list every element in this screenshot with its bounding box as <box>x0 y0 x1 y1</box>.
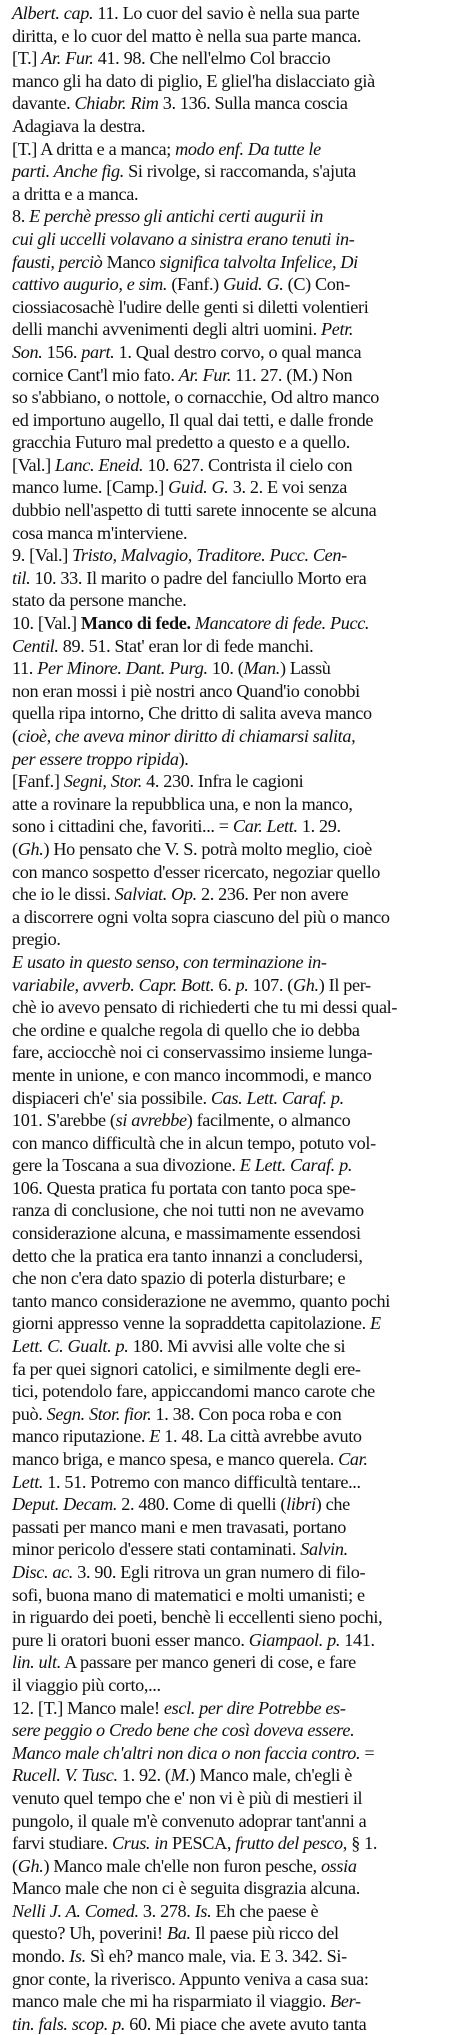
entry-line <box>12 251 461 274</box>
entry-text: Manco <box>102 251 160 272</box>
entry-text: pure li oratori buoni esser manco. <box>12 1629 249 1650</box>
entry-text: ( <box>12 726 18 746</box>
entry-line <box>12 1177 461 1200</box>
entry-text: 60. Mi piace che avete avuto tanta <box>125 2013 367 2034</box>
entry-text: per essere troppo ripida <box>12 748 179 769</box>
entry-text: quella ripa intorno, Che dritto di salita aveva manco <box>12 703 372 724</box>
entry-text: giorni appresso venne la sopraddetta capitolazione. <box>12 1313 371 1334</box>
entry-line <box>12 1087 461 1110</box>
entry-text: chè io avevo pensato di richiederti che tu mi dessi qual- <box>12 997 398 1018</box>
entry-text: fare, acciocchè noi ci conservassimo insieme lunga- <box>12 1042 373 1063</box>
entry-line <box>12 205 461 228</box>
entry-text: pungolo, il quale m'è convenuto adoprar tant'anni a <box>12 1810 367 1831</box>
entry-line <box>12 1290 461 1313</box>
entry-line <box>12 996 461 1019</box>
entry-text: cornice Cant'l mio fato. <box>12 364 179 385</box>
entry-line <box>12 1674 461 1697</box>
entry-line <box>12 318 461 341</box>
entry-text: ) Ho pensato che V. S. potrà molto meglio, cioè <box>43 838 372 859</box>
entry-text: lin. ult. <box>12 1652 61 1673</box>
entry-line <box>12 815 461 838</box>
entry-text: Guid. G. <box>223 274 284 295</box>
entry-line <box>12 115 461 138</box>
entry-text: 6. <box>214 974 236 995</box>
entry-text: 156. <box>42 341 82 362</box>
entry-line <box>12 1877 461 1900</box>
entry-text: considerazione alcuna, e massimamente essendosi <box>12 1223 361 1244</box>
entry-line <box>12 1335 461 1358</box>
entry-text: dispiaceri ch'e' sia possibile. <box>12 1087 211 1108</box>
entry-text: Lett. <box>12 1471 44 1492</box>
entry-line <box>12 386 461 409</box>
entry-text: Tristo, Malvagio, Traditore. Pucc. Cen- <box>72 545 347 566</box>
entry-line <box>12 793 461 816</box>
entry-text: si avrebbe <box>115 1110 187 1131</box>
entry-text: manco gli ha dato di piglio, E gliel'ha dislacciato già <box>12 70 375 91</box>
entry-line <box>12 680 461 703</box>
entry-text: con manco sospetto d'esser ricercato, negoziar quello <box>12 861 381 882</box>
entry-text: ). <box>178 748 189 769</box>
entry-text: sere peggio o Credo bene che così doveva essere. <box>12 1720 355 1741</box>
entry-line <box>12 702 461 725</box>
entry-text: Si rivolge, si raccomanda, s'ajuta <box>123 161 356 182</box>
entry-text: Ba. <box>166 1923 191 1944</box>
entry-text: ) facilmente, o almanco <box>186 1110 351 1131</box>
entry-text: 1. Qual destro corvo, o qual manca <box>114 341 362 362</box>
entry-text: manco male che mi ha risparmiato il viaggio. <box>12 1991 331 2012</box>
entry-text: 106. Questa pratica fu portata con tanto poca spe- <box>12 1177 356 1198</box>
entry-text: Lanc. Eneid. <box>55 454 144 475</box>
entry-line <box>12 70 461 93</box>
entry-text: 12. [T.] Manco male! <box>12 1697 164 1718</box>
entry-text: Cas. Lett. Caraf. p. <box>210 1087 344 1108</box>
entry-text: Segni, Stor. <box>63 771 142 792</box>
entry-text: 41. 98. Che nell'elmo Col braccio <box>93 48 331 69</box>
entry-line <box>12 1651 461 1674</box>
entry-line <box>12 1922 461 1945</box>
entry-text: PESCA, <box>167 1833 236 1854</box>
entry-text: 3. 2. E voi senza <box>228 477 347 498</box>
entry-text: 3. 278. <box>138 1900 195 1921</box>
entry-line <box>12 1132 461 1155</box>
entry-line <box>12 1787 461 1810</box>
entry-text: dubbio nell'aspetto di tutti sarete innocente se alcuna <box>12 500 377 521</box>
entry-text: cui gli uccelli volavano a sinistra erano tenuti in- <box>12 228 355 249</box>
entry-text: Crus. in <box>111 1833 168 1854</box>
entry-text: E usato in questo senso, con terminazione in- <box>12 951 327 972</box>
entry-text: (C) Con- <box>283 274 351 295</box>
entry-text: che io le dissi. <box>12 884 115 905</box>
entry-line <box>12 1855 461 1878</box>
entry-line <box>12 476 461 499</box>
entry-text: mondo. <box>12 1946 70 1967</box>
entry-line <box>12 1493 461 1516</box>
entry-text: diritta, e lo cuor del matto è nella sua parte manca. <box>12 25 362 46</box>
entry-line <box>12 499 461 522</box>
entry-text: 10. ( <box>207 658 244 679</box>
entry-text: 11. Lo cuor del savio è nella sua parte <box>93 3 360 23</box>
entry-text: Car. <box>338 1449 368 1469</box>
entry-text: frutto del pesco <box>235 1833 343 1854</box>
entry-text: Disc. ac. <box>12 1561 73 1582</box>
entry-line <box>12 2 461 25</box>
entry-line <box>12 1245 461 1268</box>
entry-line <box>12 1968 461 1991</box>
entry-line <box>12 1154 461 1177</box>
entry-text: ( <box>12 1855 18 1876</box>
entry-text: tin. fals. scop. p. <box>12 2013 126 2034</box>
entry-text: gracchia Futuro mal predetto a questo e a quello. <box>12 432 350 453</box>
entry-line <box>12 1697 461 1720</box>
entry-text: ( <box>12 838 18 859</box>
entry-line <box>12 1041 461 1064</box>
entry-line <box>12 974 461 997</box>
entry-line <box>12 544 461 567</box>
entry-text: Manco male ch'altri non dica o non faccia contro. <box>12 1742 361 1763</box>
entry-line <box>12 25 461 48</box>
entry-text: 4. 230. Infra le cagioni <box>141 771 304 792</box>
entry-text: Giampaol. p. <box>248 1629 341 1650</box>
entry-line <box>12 1584 461 1607</box>
entry-text: può. <box>12 1403 47 1424</box>
entry-text: Petr. <box>321 319 354 340</box>
entry-line <box>12 838 461 861</box>
entry-text: ) Lassù <box>279 658 331 679</box>
entry-line <box>12 906 461 929</box>
entry-text: Chiabr. Rim <box>74 93 159 114</box>
entry-text: p. <box>235 974 249 995</box>
entry-line <box>12 1900 461 1923</box>
entry-line <box>12 1719 461 1742</box>
entry-text: 180. Mi avvisi alle volte che si <box>128 1336 346 1357</box>
entry-text: Is. <box>194 1900 212 1921</box>
entry-line <box>12 657 461 680</box>
entry-text: a discorrere ogni volta sopra ciascuno del più o manco <box>12 906 390 927</box>
entry-line <box>12 635 461 658</box>
entry-text: modo enf. Da tutte le <box>175 138 321 159</box>
entry-text: ed importuno augello, Il qual dai tetti, e dalle fronde <box>12 409 374 430</box>
entry-text: libri <box>286 1494 316 1515</box>
entry-text: ) Manco male, ch'egli è <box>189 1765 353 1786</box>
entry-text: mente in unione, e con manco incommodi, e manco <box>12 1064 372 1085</box>
entry-text: , § 1. <box>342 1833 378 1854</box>
entry-text: manco lume. [Camp.] <box>12 477 169 498</box>
entry-line <box>12 341 461 364</box>
entry-line <box>12 47 461 70</box>
entry-text: = <box>360 1742 375 1763</box>
entry-text: questo? Uh, poverini! <box>12 1923 167 1944</box>
entry-text: E <box>370 1313 381 1334</box>
entry-text: pregio. <box>12 929 61 950</box>
entry-text: ) Il per- <box>318 974 371 995</box>
entry-line <box>12 725 461 748</box>
entry-text: 9. [Val.] <box>12 545 73 566</box>
entry-text: Ber- <box>330 1991 361 2012</box>
entry-line <box>12 1425 461 1448</box>
entry-text: 1. 51. Potremo con manco difficultà tentare... <box>43 1471 361 1492</box>
entry-text: Nelli J. A. Comed. <box>12 1900 139 1921</box>
entry-text: Lett. C. Gualt. p. <box>12 1336 129 1357</box>
entry-line <box>12 1064 461 1087</box>
entry-text: 10. 627. Contrista il cielo con <box>143 454 353 475</box>
entry-text: ranza di conclusione, che noi tutti non ne avevamo <box>12 1200 364 1221</box>
entry-text: Il paese più ricco del <box>190 1923 339 1944</box>
entry-text: A passare per manco generi di cose, e fare <box>60 1652 356 1673</box>
entry-text: Gh. <box>17 1855 44 1876</box>
entry-text: venuto quel tempo che e' non vi è più di mestieri il <box>12 1787 363 1808</box>
entry-line <box>12 138 461 161</box>
entry-line <box>12 183 461 206</box>
entry-text: Salvin. <box>300 1539 348 1560</box>
entry-text: gnor conte, la riverisco. Appunto veniva a casa sua: <box>12 1968 369 1989</box>
entry-line <box>12 612 461 635</box>
entry-text: 10. [Val.] <box>12 613 81 634</box>
entry-text: cattivo augurio, e sim. <box>12 274 168 295</box>
entry-line <box>12 1945 461 1968</box>
entry-text: M. <box>170 1765 190 1786</box>
entry-text: manco briga, e manco spesa, e manco querela. <box>12 1449 339 1469</box>
entry-line <box>12 567 461 590</box>
entry-text: 89. 51. Stat' eran lor di fede manchi. <box>58 635 314 656</box>
entry-text: Ar. Fur. <box>41 48 94 69</box>
entry-text: cioè, che aveva minor diritto di chiamarsi salita, <box>17 726 356 746</box>
entry-text: Adagiava la destra. <box>12 115 146 136</box>
entry-line <box>12 409 461 432</box>
entry-text: Centil. <box>12 635 59 656</box>
entry-text: sono i cittadini che, favoriti... = <box>12 816 233 837</box>
entry-text: fa per quei signori catolici, e similmente degli ere- <box>12 1358 361 1379</box>
entry-text: 11. 27. (M.) Non <box>231 364 353 385</box>
entry-text: il viaggio più corto,... <box>12 1674 161 1695</box>
entry-text: Eh che paese è <box>211 1900 319 1921</box>
entry-text: sofi, buona mano di matematici e molti umanisti; e <box>12 1584 365 1605</box>
entry-line <box>12 1538 461 1561</box>
entry-line <box>12 522 461 545</box>
entry-line <box>12 1561 461 1584</box>
entry-line <box>12 454 461 477</box>
entry-text: Guid. G. <box>168 477 229 498</box>
entry-text: detto che la pratica era tanto innanzi a concludersi, <box>12 1245 363 1266</box>
entry-text: 107. ( <box>248 974 293 995</box>
entry-text: E Lett. Caraf. p. <box>239 1155 353 1176</box>
entry-text: variabile, avverb. Capr. Bott. <box>12 974 215 995</box>
entry-text: 2. 480. Come di quelli ( <box>117 1494 287 1515</box>
entry-line <box>12 431 461 454</box>
entry-text: [T.] <box>12 48 42 69</box>
entry-text: ossia <box>320 1855 357 1876</box>
entry-line <box>12 1629 461 1652</box>
entry-text: che ordine e qualche regola di quello che io debba <box>12 1019 360 1040</box>
entry-text: so s'abbiano, o nottole, o cornacchie, Od altro manco <box>12 387 380 408</box>
entry-text: ciossiacosachè l'udire delle genti si diletti volentieri <box>12 296 369 317</box>
entry-text: [T.] A dritta e a manca; <box>12 138 176 159</box>
entry-text: significa talvolta Infelice, Di <box>159 251 358 272</box>
entry-line <box>12 160 461 183</box>
entry-text: E perchè presso gli antichi certi augurii in <box>29 206 324 227</box>
entry-text: farvi studiare. <box>12 1833 112 1854</box>
entry-text: Rucell. V. Tusc. <box>12 1765 118 1786</box>
entry-line <box>12 1516 461 1539</box>
entry-text: 1. 38. Con poca roba e con <box>151 1403 342 1424</box>
entry-line <box>12 1199 461 1222</box>
entry-text: Ar. Fur. <box>178 364 232 385</box>
entry-line <box>12 1448 461 1471</box>
entry-line <box>12 1764 461 1787</box>
entry-text: con manco difficultà che in alcun tempo, potuto vol- <box>12 1132 376 1153</box>
entry-text: 141. <box>340 1629 375 1650</box>
entry-text: 3. 90. Egli ritrova un gran numero di filo- <box>73 1561 366 1582</box>
entry-text: 2. 236. Per non avere <box>196 884 349 905</box>
entry-line <box>12 1267 461 1290</box>
entry-line <box>12 951 461 974</box>
entry-text: 8. <box>12 206 30 227</box>
entry-line <box>12 1403 461 1426</box>
entry-line <box>12 273 461 296</box>
entry-text: [Val.] <box>12 454 55 475</box>
entry-text: escl. per dire Potrebbe es- <box>163 1697 346 1718</box>
entry-text: in riguardo dei poeti, benchè li eccellenti sieno pochi, <box>12 1607 383 1628</box>
entry-text: delli manchi avvenimenti degli altri uomini. <box>12 319 322 340</box>
entry-line <box>12 1606 461 1629</box>
entry-line <box>12 1109 461 1132</box>
entry-text: gere la Toscana a sua divozione. <box>12 1155 240 1176</box>
entry-text: Car. Lett. <box>232 816 298 837</box>
entry-text: fausti, perciò <box>12 251 103 272</box>
entry-text: til. <box>12 567 31 588</box>
entry-line <box>12 1810 461 1833</box>
entry-text: Albert. cap. <box>12 3 94 23</box>
entry-text: parti. Anche fig. <box>12 161 124 182</box>
entry-line <box>12 1019 461 1042</box>
entry-text: minor pericolo d'essere stati contaminati. <box>12 1539 301 1560</box>
entry-text: Sì eh? manco male, via. E 3. 342. Si- <box>85 1946 347 1967</box>
entry-text: passati per manco mani e men travasati, portano <box>12 1516 347 1537</box>
entry-line <box>12 770 461 793</box>
entry-line <box>12 1742 461 1765</box>
entry-text: Mancatore di fede. Pucc. <box>194 613 370 634</box>
entry-text: che non c'era dato spazio di poterla disturbare; e <box>12 1268 346 1289</box>
entry-text: Deput. Decam. <box>12 1494 118 1515</box>
entry-text: Segn. Stor. fior. <box>46 1403 152 1424</box>
entry-text: (Fanf.) <box>167 274 224 295</box>
entry-text: 1. 29. <box>297 816 341 837</box>
entry-text: tici, potendolo fare, appiccandomi manco carote che <box>12 1381 375 1402</box>
entry-line <box>12 364 461 387</box>
entry-text: Gh. <box>293 974 319 995</box>
entry-text: non eran mossi i piè nostri anco Quand'io conobbi <box>12 680 360 701</box>
entry-text: a dritta e a manca. <box>12 183 139 204</box>
entry-text: cosa manca m'interviene. <box>12 522 188 543</box>
entry-text: ) Manco male ch'elle non furon pesche, <box>43 1855 321 1876</box>
entry-text: Son. <box>12 341 43 362</box>
entry-text: 11. <box>12 658 38 679</box>
entry-line <box>12 1990 461 2013</box>
entry-line <box>12 883 461 906</box>
entry-text: E <box>149 1426 161 1447</box>
entry-text: 3. 136. Sulla manca coscia <box>158 93 348 114</box>
entry-text: davante. <box>12 93 75 114</box>
entry-text: part. <box>81 341 115 362</box>
entry-text: 1. 92. ( <box>117 1765 171 1786</box>
entry-line <box>12 1358 461 1381</box>
entry-line <box>12 861 461 884</box>
entry-text: Manco male che non ci è seguita disgrazia alcuna. <box>12 1878 360 1899</box>
entry-text: tanto manco considerazione ne avemmo, quanto pochi <box>12 1290 390 1311</box>
entry-text: Is. <box>69 1946 86 1967</box>
entry-line <box>12 1832 461 1855</box>
entry-line <box>12 928 461 951</box>
entry-text: atte a rovinare la repubblica una, e non la manco, <box>12 793 353 814</box>
entry-text: 101. S'arebbe ( <box>12 1110 116 1131</box>
entry-text: ) che <box>315 1494 350 1515</box>
entry-line <box>12 296 461 319</box>
entry-line <box>12 1380 461 1403</box>
entry-line <box>12 1471 461 1494</box>
entry-text: Salviat. Op. <box>114 884 197 905</box>
entry-line <box>12 2013 461 2035</box>
entry-line <box>12 589 461 612</box>
entry-text: Man. <box>243 658 280 679</box>
entry-line <box>12 228 461 251</box>
entry-text: [Fanf.] <box>12 771 64 792</box>
entry-line <box>12 92 461 115</box>
entry-line <box>12 1312 461 1335</box>
entry-line <box>12 748 461 771</box>
entry-line <box>12 1222 461 1245</box>
entry-text: stato da persone manche. <box>12 590 187 611</box>
entry-text: Per Minore. Dant. Purg. <box>37 658 208 679</box>
entry-text: 1. 48. La città avrebbe avuto <box>160 1426 362 1447</box>
entry-text: 10. 33. Il marito o padre del fanciullo Morto era <box>30 567 367 588</box>
entry-text: Manco di fede. <box>80 613 191 634</box>
entry-text: manco riputazione. <box>12 1426 150 1447</box>
entry-text: Gh. <box>17 838 44 859</box>
